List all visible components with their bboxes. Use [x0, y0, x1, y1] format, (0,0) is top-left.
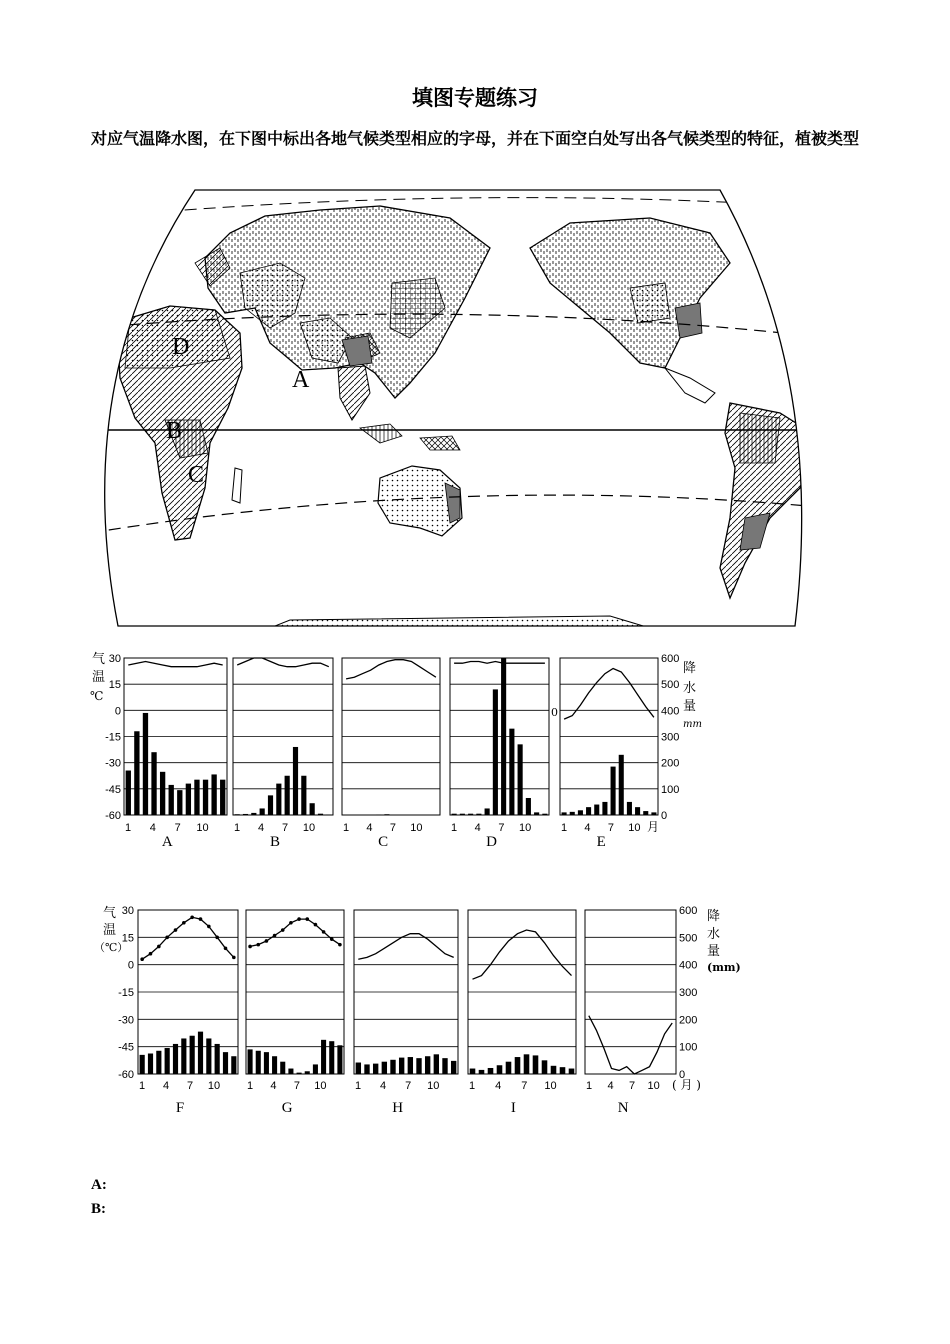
month-tick-label: 7 — [186, 1080, 194, 1092]
precip-bar — [497, 1065, 503, 1074]
month-tick-label: 1 — [468, 1080, 476, 1092]
temperature-point — [273, 934, 277, 938]
month-tick-label: 4 — [380, 1080, 387, 1092]
precip-axis-char-1: 降 — [683, 661, 697, 676]
chart-label-f: F — [175, 1100, 185, 1116]
precip-tick-label: 600 — [679, 905, 698, 917]
precip-bar — [305, 1071, 310, 1074]
temperature-point — [232, 956, 236, 960]
month-tick-label: 4 — [474, 822, 481, 834]
temperature-line — [564, 669, 654, 720]
map-label-d[interactable]: D — [172, 334, 190, 360]
precip-bar — [318, 814, 323, 815]
temp-tick-label: 30 — [121, 905, 134, 917]
month-tick-label: 10 — [207, 1080, 221, 1092]
precip-bar — [551, 1066, 557, 1074]
precip-bar — [534, 812, 539, 815]
chart-label-c: C — [378, 834, 389, 850]
month-tick-label: 10 — [302, 822, 316, 834]
temperature-point — [149, 952, 153, 956]
chart-label-i: I — [510, 1100, 516, 1116]
precip-bar — [506, 1062, 512, 1074]
precip-bar — [211, 774, 216, 815]
temp-tick-label: -60 — [105, 810, 121, 822]
chart-frame — [342, 658, 440, 815]
temperature-line — [358, 934, 453, 960]
month-tick-label: 1 — [246, 1080, 254, 1092]
precip-bar — [206, 1038, 211, 1074]
precip-bar — [186, 784, 191, 815]
temperature-line — [589, 1016, 672, 1074]
month-tick-label: 7 — [389, 822, 396, 834]
precip-axis-char-1-row2: 降 — [707, 909, 721, 924]
chart-frame — [468, 910, 576, 1074]
precip-bar — [542, 814, 547, 815]
precip-bar — [376, 814, 381, 815]
world-climate-map — [90, 188, 830, 628]
climate-chart-g — [246, 910, 344, 1116]
precip-bar — [643, 811, 648, 815]
chart-frame — [585, 910, 676, 1074]
precip-bar — [126, 771, 131, 815]
precip-bar — [151, 752, 156, 815]
temperature-line — [346, 660, 436, 679]
month-tick-label: 10 — [427, 1080, 440, 1092]
temp-tick-label: 15 — [108, 679, 121, 692]
month-tick-label: 1 — [138, 1080, 146, 1092]
temperature-point — [165, 936, 169, 940]
temperature-point — [281, 928, 285, 932]
precip-tick-label: 0 — [661, 810, 668, 822]
temp-tick-label: 15 — [121, 932, 134, 945]
precip-bar — [310, 803, 315, 815]
temperature-point — [314, 923, 318, 927]
temp-tick-label: 0 — [114, 705, 121, 718]
month-tick-label: 10 — [196, 822, 209, 834]
precip-bar — [460, 814, 465, 815]
precip-bar — [493, 689, 498, 815]
map-label-c[interactable]: C — [188, 462, 205, 488]
temperature-point — [157, 945, 161, 949]
month-tick-label: 7 — [405, 1080, 412, 1092]
chart-label-e: E — [596, 834, 606, 850]
precip-bar — [156, 1051, 161, 1074]
chart-label-g: G — [281, 1100, 293, 1116]
precip-bar — [533, 1055, 539, 1074]
precip-bar — [256, 1051, 261, 1074]
temp-axis-char-1-row2: 气 — [103, 906, 117, 921]
climate-chart-e — [560, 658, 658, 850]
precip-bar — [198, 1032, 203, 1074]
precip-bar — [165, 1048, 170, 1074]
precip-axis-char-2: 水 — [683, 681, 697, 696]
temp-tick-label: -45 — [105, 783, 121, 796]
precip-bar — [382, 1062, 387, 1074]
temperature-line — [128, 662, 222, 667]
precip-bar — [143, 713, 148, 815]
month-tick-label: 7 — [521, 1080, 528, 1092]
temp-axis-unit: ℃ — [90, 689, 104, 703]
month-tick-label: 10 — [544, 1080, 557, 1092]
chart-frame — [138, 910, 238, 1074]
precip-bar — [177, 790, 182, 815]
temperature-point — [330, 937, 334, 941]
precip-bar — [329, 1041, 334, 1074]
temp-tick-label: 0 — [127, 959, 134, 972]
month-tick-label: 10 — [647, 1080, 660, 1092]
precip-bar — [160, 772, 165, 815]
precip-bar — [635, 807, 640, 815]
precip-bar — [470, 1069, 476, 1074]
precip-bar — [194, 780, 199, 815]
precip-tick-label: 100 — [679, 1041, 698, 1054]
climate-chart-c — [342, 658, 440, 850]
month-tick-label: 1 — [342, 822, 350, 834]
temperature-point — [338, 943, 342, 947]
answer-a-label[interactable]: A: — [91, 1177, 107, 1193]
month-tick-label: 1 — [233, 822, 241, 834]
precip-bar — [251, 813, 256, 815]
precip-tick-label: 200 — [661, 757, 680, 770]
precip-tick-label: 600 — [661, 653, 680, 665]
month-tick-label: 4 — [607, 1080, 614, 1092]
precip-bar — [451, 1061, 456, 1074]
precip-bar — [190, 1036, 195, 1074]
climate-chart-b — [233, 658, 333, 850]
precip-tick-label: 400 — [679, 959, 698, 972]
temp-axis-char-2-row2: 温 — [103, 923, 117, 938]
precip-bar — [337, 1045, 342, 1074]
chart-label-b: B — [269, 834, 281, 850]
precip-bar — [651, 812, 656, 815]
precip-bar — [288, 1069, 293, 1074]
month-tick-label: 7 — [281, 822, 289, 834]
precip-bar — [611, 767, 616, 815]
precip-bar — [272, 1056, 277, 1074]
precip-bar — [586, 807, 591, 815]
chart-label-n: N — [617, 1100, 629, 1116]
month-tick-label: 7 — [629, 1080, 636, 1092]
precip-axis-char-3: 量 — [683, 699, 697, 714]
precip-bar — [442, 1058, 447, 1074]
precip-bar — [220, 780, 225, 815]
month-tick-label: 10 — [519, 822, 532, 834]
precip-bar — [280, 1062, 285, 1074]
temperature-line — [142, 917, 234, 959]
month-tick-label: 10 — [314, 1080, 327, 1092]
temperature-point — [215, 936, 219, 940]
instruction-text: 对应气温降水图，在下图中标出各地气候类型相应的字母，并在下面空白处写出各气候类型的特征，植被类型 — [91, 129, 860, 148]
temperature-point — [190, 915, 194, 919]
chart-label-d: D — [486, 834, 498, 850]
precip-bar — [326, 814, 331, 815]
precip-bar — [313, 1064, 318, 1074]
chart-frame — [246, 910, 344, 1074]
precip-bar — [485, 808, 490, 815]
precip-bar — [518, 744, 523, 815]
precip-axis-char-2-row2: 水 — [707, 927, 721, 942]
temperature-point — [182, 921, 186, 925]
precip-tick-label: 300 — [679, 987, 698, 999]
temp-tick-label: -15 — [118, 987, 134, 999]
temperature-point — [322, 930, 326, 934]
precip-axis-unit: mm — [683, 719, 702, 730]
precip-bar — [243, 814, 248, 815]
precip-tick-label: 300 — [661, 731, 680, 744]
precip-bar — [399, 1058, 404, 1074]
e-zero-label: 0 — [551, 706, 558, 719]
precip-bar — [169, 785, 174, 815]
temperature-line — [250, 919, 340, 946]
temp-tick-label: -30 — [118, 1014, 134, 1027]
temperature-line — [473, 930, 572, 979]
precip-bar — [264, 1052, 269, 1074]
precip-bar — [515, 1057, 521, 1074]
climate-chart-a — [124, 658, 227, 850]
precip-bar — [231, 1056, 236, 1074]
precip-bar — [452, 814, 457, 815]
precip-bar — [268, 795, 273, 815]
precip-bar — [215, 1044, 220, 1074]
precip-bar — [569, 1069, 575, 1074]
precip-bar — [293, 747, 298, 815]
temp-tick-label: -30 — [105, 757, 121, 770]
month-tick-label: 4 — [257, 822, 265, 834]
chart-frame — [124, 658, 227, 815]
precip-bar — [173, 1044, 178, 1074]
climate-chart-i — [468, 910, 576, 1116]
precip-tick-label: 200 — [679, 1014, 698, 1027]
temperature-point — [174, 928, 178, 932]
precip-bar — [602, 802, 607, 815]
temperature-point — [248, 945, 252, 949]
precip-bar — [285, 776, 290, 815]
temperature-point — [297, 917, 301, 921]
map-label-a[interactable]: A — [292, 367, 310, 393]
precip-tick-label: 0 — [679, 1069, 686, 1081]
precip-bar — [235, 814, 240, 815]
month-tick-label: 7 — [293, 1080, 300, 1092]
precip-axis-unit-row2: (mm) — [707, 961, 741, 974]
precip-tick-label: 400 — [661, 705, 680, 718]
precip-bar — [476, 814, 481, 815]
precip-bar — [570, 812, 575, 815]
month-tick-label: 10 — [410, 822, 423, 834]
precip-bar — [542, 1060, 548, 1074]
precip-bar — [134, 731, 139, 815]
month-unit-row2: ( 月 ) — [672, 1078, 701, 1092]
precip-bar — [526, 798, 531, 815]
temp-axis-char-2: 温 — [92, 670, 106, 685]
precip-bar — [434, 1054, 439, 1074]
precip-bar — [578, 810, 583, 815]
precip-bar — [140, 1055, 145, 1074]
precip-tick-label: 500 — [679, 932, 698, 945]
precip-bar — [260, 808, 265, 815]
precip-bar — [148, 1054, 153, 1075]
climate-chart-d — [450, 658, 549, 850]
precip-tick-label: 500 — [661, 679, 680, 692]
climate-chart-h — [354, 910, 458, 1116]
precip-bar — [301, 776, 306, 815]
precip-bar — [297, 1073, 302, 1074]
chart-label-h: H — [392, 1100, 404, 1116]
precip-bar — [356, 1063, 361, 1074]
precip-bar — [384, 814, 389, 815]
map-label-b[interactable]: B — [166, 418, 183, 444]
temperature-line — [454, 662, 545, 664]
precip-bar — [509, 729, 514, 815]
precip-bar — [408, 1057, 413, 1074]
precip-bar — [364, 1064, 369, 1074]
temperature-point — [199, 917, 203, 921]
month-tick-label: 1 — [560, 822, 568, 834]
precip-bar — [223, 1052, 228, 1074]
chart-frame — [560, 658, 658, 815]
precip-bar — [501, 658, 506, 815]
month-tick-label: 4 — [149, 822, 156, 834]
precip-bar — [594, 805, 599, 815]
temperature-point — [305, 917, 309, 921]
month-tick-label: 7 — [174, 822, 181, 834]
month-tick-label: 4 — [495, 1080, 502, 1092]
temperature-point — [140, 957, 144, 961]
chart-frame — [233, 658, 333, 815]
precip-bar — [416, 1058, 421, 1074]
month-tick-label: 7 — [498, 822, 505, 834]
temperature-point — [289, 921, 293, 925]
precip-bar — [248, 1049, 253, 1074]
month-tick-label: 4 — [270, 1080, 277, 1092]
month-tick-label: 10 — [628, 822, 641, 834]
temp-tick-label: -60 — [118, 1069, 134, 1081]
precip-bar — [373, 1064, 378, 1074]
precip-bar — [619, 755, 624, 815]
temperature-point — [207, 925, 211, 929]
month-tick-label: 4 — [584, 822, 591, 834]
temp-tick-label: -15 — [105, 731, 121, 744]
answer-b-label[interactable]: B: — [91, 1201, 106, 1217]
precip-bar — [390, 1060, 395, 1074]
precip-bar — [203, 780, 208, 815]
chart-frame — [450, 658, 549, 815]
month-tick-label: 4 — [366, 822, 373, 834]
month-tick-label: 7 — [607, 822, 614, 834]
month-tick-label: 1 — [450, 822, 458, 834]
precip-bar — [425, 1056, 430, 1074]
month-tick-label: 1 — [585, 1080, 593, 1092]
precip-bar — [468, 814, 473, 815]
precip-bar — [276, 784, 281, 815]
precip-bar — [488, 1068, 494, 1074]
chart-frame — [354, 910, 458, 1074]
climate-chart-n — [585, 910, 676, 1116]
chart-label-a: A — [161, 834, 173, 850]
temperature-point — [265, 939, 269, 943]
temp-tick-label: 30 — [108, 653, 121, 665]
temp-axis-char-1: 气 — [92, 652, 106, 667]
temperature-point — [256, 943, 260, 947]
page-title: 填图专题练习 — [412, 86, 538, 110]
precip-bar — [321, 1040, 326, 1074]
temperature-line — [237, 658, 329, 667]
temp-axis-unit-row2: （℃） — [94, 941, 129, 954]
month-unit: 月 — [647, 820, 660, 834]
precip-bar — [562, 812, 567, 815]
precip-axis-char-3-row2: 量 — [707, 944, 721, 959]
precip-bar — [627, 802, 632, 815]
temperature-point — [224, 946, 228, 950]
precip-bar — [524, 1054, 530, 1074]
precip-bar — [181, 1038, 186, 1074]
month-tick-label: 1 — [354, 1080, 362, 1092]
month-tick-label: 4 — [162, 1080, 170, 1092]
precip-bar — [560, 1067, 566, 1074]
climate-chart-f — [138, 910, 238, 1116]
precip-bar — [479, 1070, 485, 1074]
month-tick-label: 1 — [124, 822, 132, 834]
temp-tick-label: -45 — [118, 1041, 134, 1054]
precip-tick-label: 100 — [661, 783, 680, 796]
